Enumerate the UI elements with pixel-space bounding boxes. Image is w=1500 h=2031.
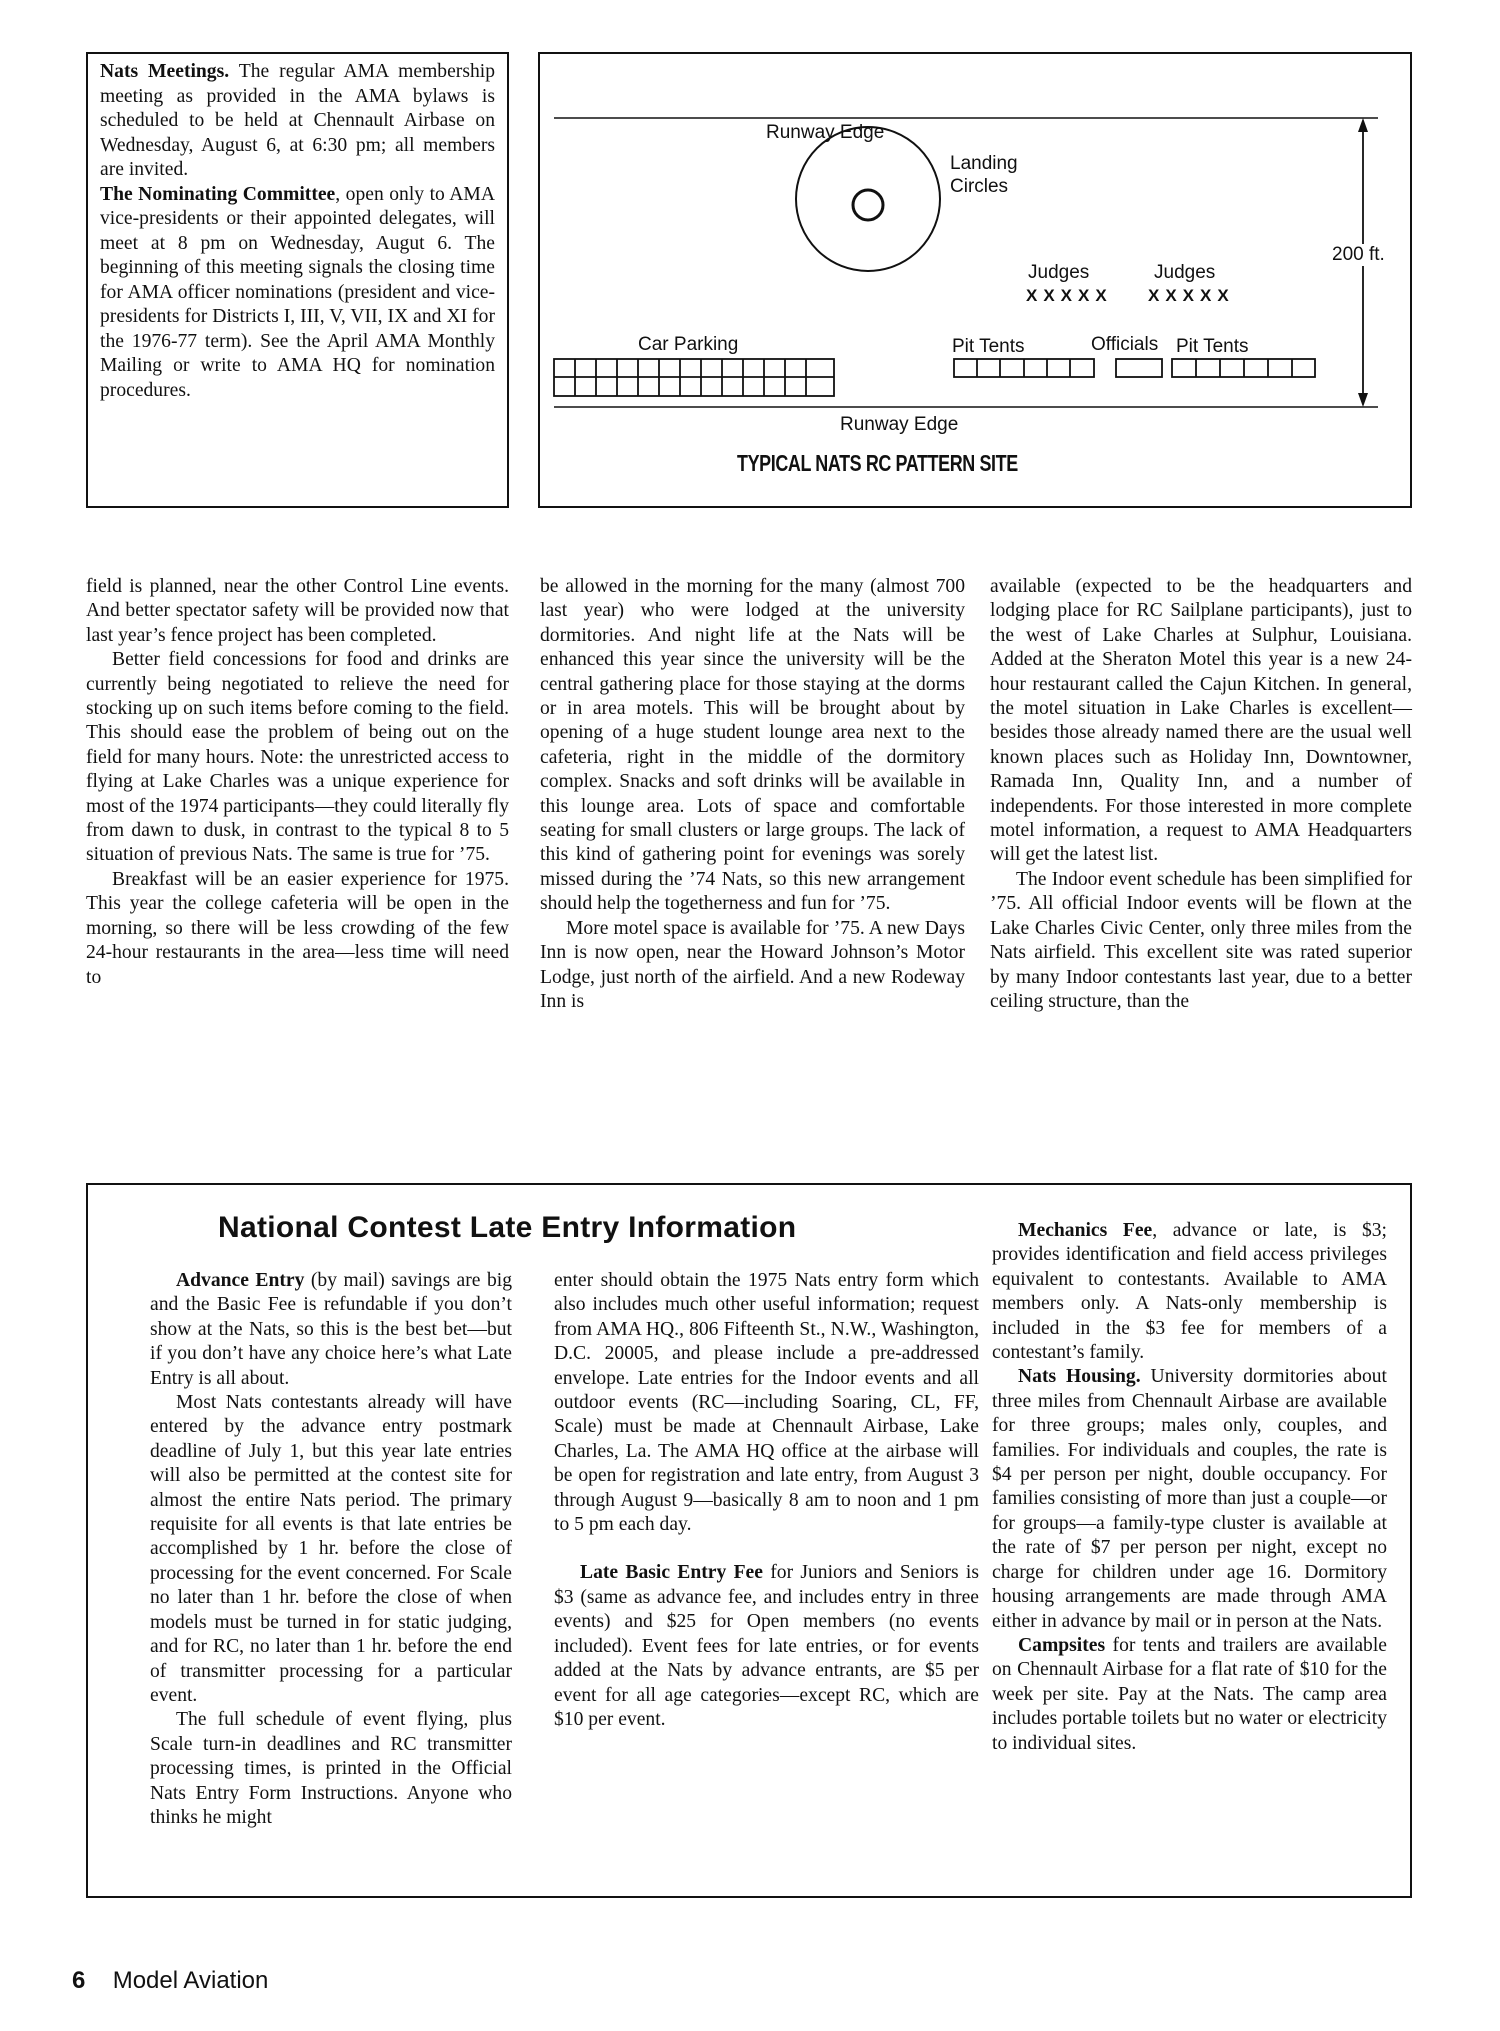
nominating-lead: The Nominating Committee — [100, 183, 336, 205]
runway-edge-bottom-label: Runway Edge — [840, 414, 959, 435]
nats-meetings-box — [86, 52, 509, 508]
officials-tent — [1116, 359, 1162, 377]
meetings-title: Nats Meetings. — [100, 61, 230, 82]
dimension-label: 200 ft. — [1332, 244, 1385, 265]
late-entry-box — [86, 1183, 1412, 1898]
article-paragraph: Better field concessions for food and drinks are currently being negotiated to relieve the need for stocking up on such items before coming to the field. This should ease the problem of being out on the field for many hours. Note: the unrestricted access to flying at Lake Charles was a unique experience for most of the 1974 participants—they could literally fly from dawn to dusk, in contrast to the typical 8 to 5 situation of previous Nats. The same is true for ’75. — [86, 649, 509, 866]
late-entry-heading: National Contest Late Entry Information — [218, 1211, 797, 1244]
article-paragraph: Breakfast will be an easier experience for 1975. This year the college cafeteria will be open in the morning, so there will be less crowding of the few 24-hour restaurants in the area—less time will need to — [86, 868, 509, 988]
judges-right-marks: XXXXX — [1148, 286, 1235, 305]
nominating-paragraph: The Nominating Committee, open only to AMA vice-presidents or their appointed delegates, will meet at 8 pm on Wednesday, Augut 6. The beginning of this meeting signals the closing time for AMA officer nominations (president and vice-presidents for Districts I, III, V, VII, IX and XI for the 1976-77 term). See the April AMA Monthly Mailing or write to AMA HQ for nomination procedures. — [100, 183, 496, 401]
late-entry-column-2 — [554, 1269, 979, 1732]
article-paragraph: available (expected to be the headquarters and lodging place for RC Sailplane participants), just to the west of Lake Charles at Sulphur, Louisiana. Added at the Sheraton Motel this year is a new 24-hour restaurant called the Cajun Kitchen. In general, the motel situation in Lake Charles is excellent—besides those already named there are the usual well known places such as Holiday Inn, Downtowner, Ramada Inn, Quality Inn, and a number of independents. For those interested in more complete motel information, a request to AMA Headquarters will get the latest list. — [990, 576, 1412, 866]
late-basic-fee-lead: Late Basic Entry Fee — [580, 1562, 763, 1584]
car-parking-label: Car Parking — [638, 334, 739, 355]
pit-tents-left-grid — [954, 359, 1094, 377]
late-entry-column-3 — [992, 1219, 1387, 1756]
article-paragraph: be allowed in the morning for the many (almost 700 last year) who were lodged at the university dormitories. And night life at the Nats will be enhanced this year since the university will be the central gathering place for those staying at the dorms or in area motels. This will be brought about by opening of a huge student lounge area next to the cafeteria, right in the middle of the dormitory complex. Snacks and soft drinks will be available in this lounge area. Lots of space and comfortable seating for small clusters or large groups. The lack of this kind of gathering point for evenings was sorely missed during the ’74 Nats, so this new arrangement should help the togetherness and fun for ’75. — [540, 576, 965, 915]
article-paragraph: More motel space is available for ’75. A new Days Inn is now open, near the Howard Johnson’s Motor Lodge, just north of the airfield. And a new Rodeway Inn is — [540, 917, 965, 1012]
advance-entry-lead: Advance Entry — [176, 1270, 305, 1291]
publication-name: Model Aviation — [112, 1967, 269, 1994]
late-entry-column-1 — [150, 1269, 512, 1830]
landing-circles-label: Landing Circles — [950, 153, 1018, 197]
late-entry-paragraph: Most Nats contestants already will have entered by the advance entry postmark deadline of July 1, but this year late entries will also be permitted at the contest site for almost the entire Nats period. The primary requisite for all events is that late entries be accomplished by 1 hr. before the close of processing for the event concerned. For Scale no later than 1 hr. before the close of when models must be turned in for static judging, and for RC, no later than 1 hr. before the end of transmitter processing for a particular event. — [150, 1392, 512, 1706]
judges-left-label: Judges — [1028, 262, 1090, 283]
landing-circle-outer — [796, 127, 940, 271]
page-number: 6 — [72, 1967, 86, 1994]
car-parking-grid — [554, 359, 834, 396]
pattern-site-diagram — [538, 52, 1412, 508]
campsites-paragraph: Campsites for tents and trailers are available on Chennault Airbase for a flat rate of $10 for the week per site. Pay at the Nats. The camp area includes portable toilets but no water or electricity to individual sites. — [992, 1634, 1387, 1754]
nats-housing-lead: Nats Housing. — [1018, 1366, 1141, 1388]
meetings-paragraph: Nats Meetings. The regular AMA membership meeting as provided in the AMA bylaws is scheduled to be held at Chennault Airbase on Wednesday, August 6, at 6:30 pm; all members are invited. — [100, 61, 495, 180]
nats-meetings-text — [100, 60, 495, 403]
nats-housing-paragraph: Nats Housing. University dormitories about three miles from Chennault Airbase are available for three groups; males only, couples, and families. For individuals and couples, the rate is $4 per person per night, double occupancy. For families consisting of more than just a couple—or for groups—a family-type cluster is available at the rate of $7 per person per night, except no charge for children under age 16. Dormitory housing arrangements are made through AMA either in advance by mail or in person at the Nats. — [992, 1366, 1387, 1632]
article-column-3 — [990, 575, 1412, 1014]
diagram-caption: TYPICAL NATS RC PATTERN SITE — [737, 450, 1018, 476]
pit-tents-right-grid — [1172, 359, 1315, 377]
runway-edge-top-label: Runway Edge — [766, 122, 885, 143]
page-footer — [72, 1967, 268, 1995]
landing-circle-inner — [853, 190, 883, 220]
pit-tents-left-label: Pit Tents — [952, 336, 1025, 357]
mechanics-fee-lead: Mechanics Fee — [1018, 1220, 1153, 1241]
article-column-2 — [540, 575, 965, 1014]
campsites-lead: Campsites — [1018, 1634, 1106, 1656]
late-entry-paragraph: enter should obtain the 1975 Nats entry form which also includes much other useful information; request from AMA HQ., 806 Fifteenth St., N.W., Washington, D.C. 20005, and please include a pre-addressed envelope. Late entries for the Indoor events and all outdoor events (RC—including Soaring, CL, FF, Scale) must be made at Chennault Airbase, Lake Charles, La. The AMA HQ office at the airbase will be open for registration and late entry, from August 3 through August 9—basically 8 am to noon and 1 pm to 5 pm each day. — [554, 1270, 979, 1536]
article-column-1 — [86, 575, 509, 990]
article-paragraph: The Indoor event schedule has been simplified for ’75. All official Indoor events will be flown at the Lake Charles Civic Center, only three miles from the Nats airfield. This excellent site was rated superior by many Indoor contestants last year, due to a better ceiling structure, than the — [990, 868, 1412, 1012]
pit-tents-right-label: Pit Tents — [1176, 336, 1249, 357]
article-paragraph: field is planned, near the other Control Line events. And better spectator safety will be provided now that last year’s fence project has been completed. — [86, 576, 509, 646]
diagram-drawing — [540, 54, 1414, 510]
judges-right-label: Judges — [1154, 262, 1216, 283]
late-entry-paragraph: The full schedule of event flying, plus Scale turn-in deadlines and RC transmitter processing times, is printed in the Official Nats Entry Form Instructions. Anyone who thinks he might — [150, 1709, 512, 1828]
advance-entry-paragraph: Advance Entry (by mail) savings are big and the Basic Fee is refundable if you don’t show at the Nats, so this is the best bet—but if you don’t have any choice here’s what Late Entry is all about. — [150, 1270, 512, 1389]
late-basic-fee-paragraph: Late Basic Entry Fee for Juniors and Seniors is $3 (same as advance fee, and includes entry in three events) and $25 for Open members (no events included). Event fees for late entries, or for events added at the Nats by advance entrants, are $5 per event for all age categories—except RC, which are $10 per event. — [554, 1562, 980, 1730]
judges-left-marks: XXXXX — [1026, 286, 1113, 305]
officials-label: Officials — [1091, 334, 1159, 355]
mechanics-fee-paragraph: Mechanics Fee, advance or late, is $3; provides identification and field access privileges equivalent to contestants. Available to AMA members only. A Nats-only membership is included in the $3 fee for members of a contestant’s family. — [992, 1220, 1387, 1364]
